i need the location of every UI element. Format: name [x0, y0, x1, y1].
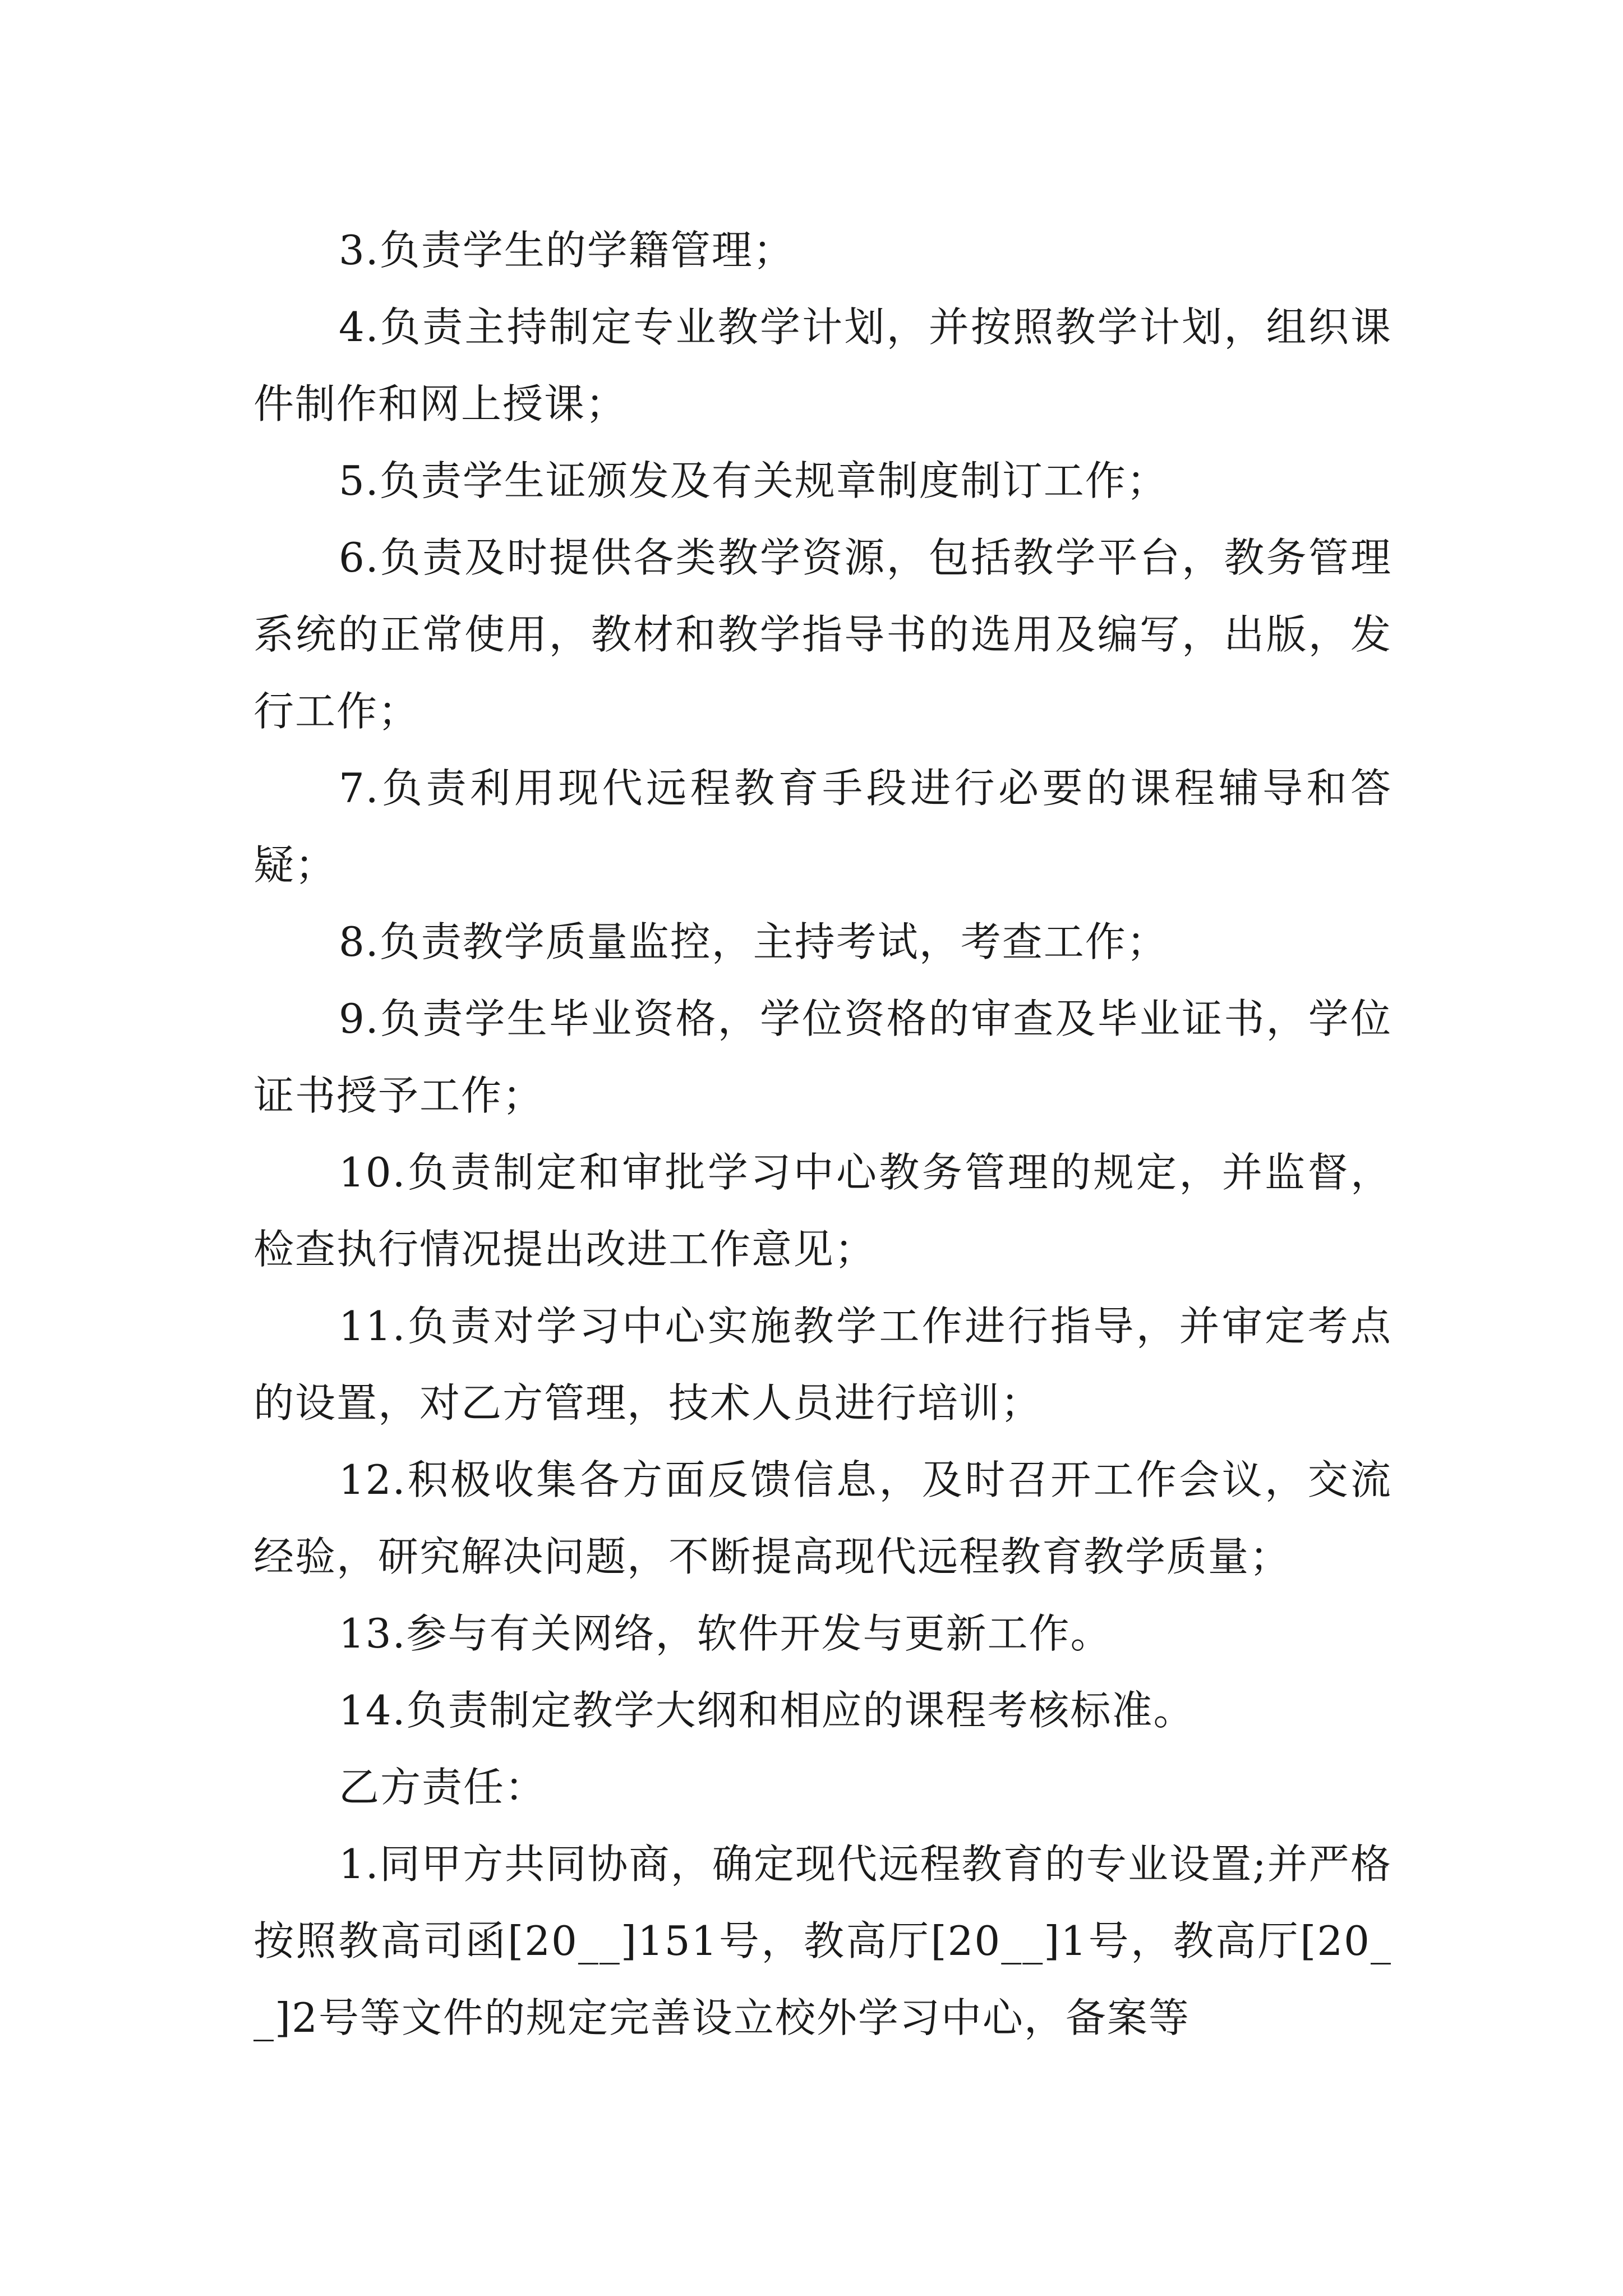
paragraph-item-13: 13.参与有关网络，软件开发与更新工作。 [339, 1610, 1112, 1657]
paragraph-item-5: 5.负责学生证颁发及有关规章制度制订工作； [339, 457, 1168, 504]
paragraph-item-3: 3.负责学生的学籍管理； [339, 227, 795, 274]
paragraph-item-14: 14.负责制定教学大纲和相应的课程考核标准。 [339, 1687, 1195, 1734]
paragraph-item-10: 10.负责制定和审批学习中心教务管理的规定，并监督，检查执行情况提出改进工作意见； [253, 1149, 1392, 1273]
paragraph-party-b-item-1: 1.同甲方共同协商，确定现代远程教育的专业设置;并严格按照教高司函[20__]151号，教高厅[20__]1号，教高厅[20__]2号等文件的规定完善设立校外学习中心，备案等 [253, 1841, 1392, 2041]
paragraph-item-7: 7.负责利用现代远程教育手段进行必要的课程辅导和答疑； [253, 765, 1392, 889]
section-heading-party-b-responsibilities: 乙方责任： [339, 1764, 547, 1811]
paragraph-item-4: 4.负责主持制定专业教学计划，并按照教学计划，组织课件制作和网上授课； [253, 303, 1392, 427]
paragraph-item-6: 6.负责及时提供各类教学资源，包括教学平台，教务管理系统的正常使用，教材和教学指导书的选用及编写，出版，发行工作； [253, 534, 1392, 735]
paragraph-item-11: 11.负责对学习中心实施教学工作进行指导，并审定考点的设置，对乙方管理，技术人员进行培训； [253, 1303, 1392, 1427]
document-body [253, 212, 1392, 2056]
paragraph-item-9: 9.负责学生毕业资格，学位资格的审查及毕业证书，学位证书授予工作； [253, 995, 1392, 1119]
paragraph-item-8: 8.负责教学质量监控，主持考试，考查工作； [339, 918, 1168, 965]
paragraph-item-12: 12.积极收集各方面反馈信息，及时召开工作会议，交流经验，研究解决问题，不断提高现代远程教育教学质量； [253, 1456, 1392, 1580]
